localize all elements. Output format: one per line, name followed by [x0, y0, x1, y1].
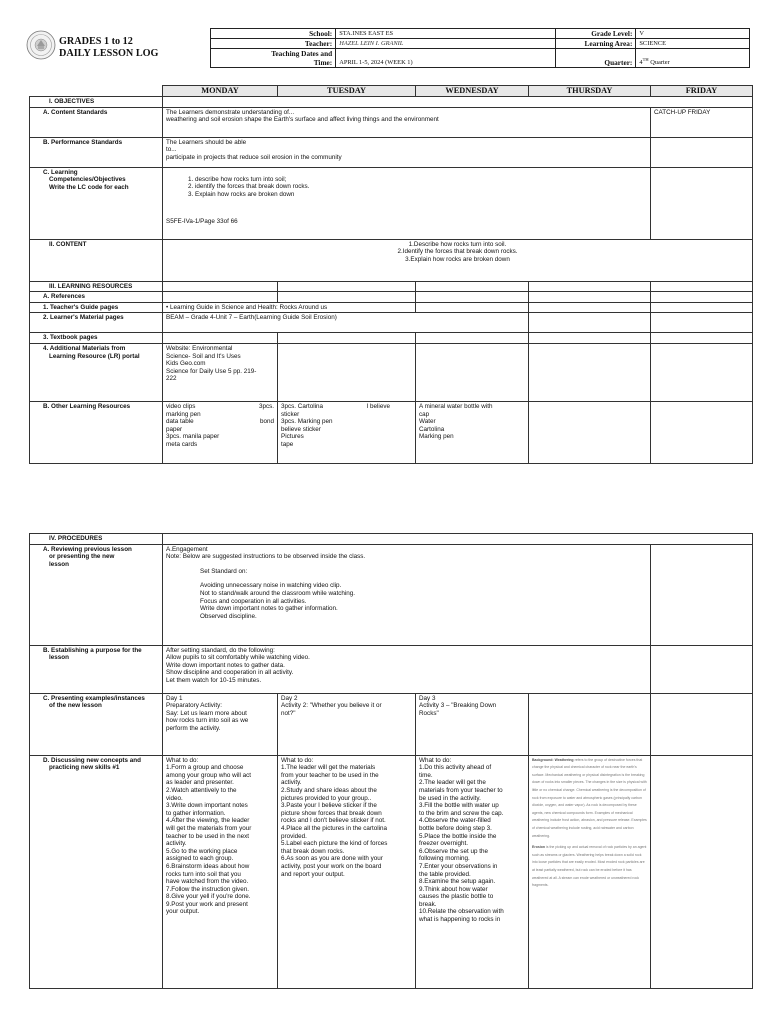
am-line-1: Website: Environmental — [166, 344, 233, 352]
log-header — [26, 28, 750, 74]
content-text — [163, 239, 753, 281]
d-tue-4: activity. — [281, 779, 302, 787]
content-line-2: 2.Identify the forces that break down rocks. — [397, 248, 518, 256]
quarter-number: 4 — [639, 59, 643, 66]
competencies-friday — [651, 167, 753, 239]
competency-code: S5FE-IVa-1/Page 33of 66 — [166, 218, 238, 226]
wed-res-1: A mineral water bottle with — [419, 402, 493, 410]
tue-res-5: Pictures — [281, 433, 304, 441]
d-tue-14: 6.As soon as you are done with your — [281, 855, 383, 863]
d-tue-6: pictures provided to your group.. — [281, 794, 372, 802]
d-mon-18: 7.Follow the instruction given. — [166, 885, 249, 893]
title-line-2: DAILY LESSON LOG — [59, 48, 159, 59]
c-mon-4: how rocks turn into soil as we — [166, 717, 249, 725]
d-tue-5: 2.Study and share ideas about the — [281, 786, 377, 794]
area-value: SCIENCE — [636, 39, 750, 49]
d-mon-3: among your group who will act — [166, 771, 252, 779]
mon-res-1b: 3pcs. — [258, 402, 274, 410]
header-info-table — [210, 28, 750, 68]
presenting-examples-label: C. Presenting examples/instances of the new lesson — [30, 693, 163, 755]
content-standards-text — [163, 107, 651, 137]
discussing-concepts-label: D. Discussing new concepts and practicing new skills #1 — [30, 755, 163, 988]
blank-corner — [30, 86, 163, 97]
purpose-line-2: Allow pupils to sit comfortably while watching video. — [166, 654, 310, 662]
dates-label — [211, 49, 336, 68]
teachers-guide-value: • Learning Guide in Science and Health: Rocks Around us — [163, 302, 416, 313]
learners-material-value: BEAM – Grade 4-Unit 7 – Earth(Learning Guide Soil Erosion) — [163, 313, 529, 333]
d-wed-21: 10.Relate the observation with — [419, 908, 504, 916]
content-standards-line-2: weathering and soil erosion shape the Earth's surface and affect living things and the environment — [166, 116, 439, 124]
tue-res-2: sticker — [281, 410, 300, 418]
d-mon-12: activity. — [166, 840, 187, 848]
d-wed-1: What to do: — [419, 756, 452, 764]
mon-res-1a: video clips — [166, 402, 196, 410]
content-standards-label: A. Content Standards — [30, 107, 163, 137]
standard-5: Observed discipline. — [200, 612, 257, 620]
other-resources-wednesday — [416, 401, 529, 463]
am-line-4: Science for Daily Use 5 pp. 219- — [166, 367, 257, 375]
d-mon-8: to gather information. — [166, 809, 226, 817]
references-label: A. References — [30, 292, 163, 303]
objectives-section-blank — [163, 97, 753, 108]
tue-res-3: 3pcs. Marking pen — [281, 418, 333, 426]
background-paragraph: refers to the group of destructive forces that change the physical and chemical character of rock near the earth's surface. Mechanical weathering or physical disintegration is the breaking down of rocks into smaller pieces. The changes in the size is physical with little or no chemical change. Chemical weathering is the decomposition of rock from exposure to water and atmospheric gases (principally carbon dioxide, oxygen, and water vapor). As rock is decomposed by these agents, new chemical compounds form. Examples of mechanical weathering include frost action, abrasion, and pressure release. Examples of chemical weathering include rusting, acid rainwater and carbon weathering. — [532, 757, 647, 838]
competency-item-1: 1. describe how rocks turn into soil; — [188, 175, 287, 183]
d-tue-16: and report your output. — [281, 870, 345, 878]
set-standard: Set Standard on: — [200, 567, 248, 575]
teacher-value: HAZEL LEIN I. GRANIL — [336, 39, 556, 49]
d-mon-4: as leader and presenter. — [166, 779, 234, 787]
content-line-1: 1.Describe how rocks turn into soil. — [408, 240, 507, 248]
grade-value: V — [636, 29, 750, 39]
competency-item-2: 2. identify the forces that break down rocks. — [188, 183, 310, 191]
day-header-wednesday: WEDNESDAY — [416, 86, 529, 97]
d-mon-14: assigned to each group. — [166, 855, 234, 863]
other-resources-monday — [163, 401, 278, 463]
d-mon-15: 6.Brainstorm ideas about how — [166, 862, 250, 870]
d-wed-16: the table provided. — [419, 870, 471, 878]
other-resources-label: B. Other Learning Resources — [30, 401, 163, 463]
d-mon-11: teacher to be used in the next — [166, 832, 249, 840]
mon-res-5: 3pcs. manila paper — [166, 433, 220, 441]
mon-res-4: paper — [166, 425, 183, 433]
d-wed-5: materials from your teacher to — [419, 786, 503, 794]
d-wed-7: 3.Fill the bottle with water up — [419, 802, 499, 810]
c-mon-3: Say: Let us learn more about — [166, 709, 247, 717]
tue-res-4: believe sticker — [281, 425, 321, 433]
learning-resources-section: III. LEARNING RESOURCES — [30, 281, 163, 292]
d-tue-2: 1.The leader will get the materials — [281, 764, 376, 772]
tue-res-6: tape — [281, 440, 294, 448]
d-mon-7: 3.Write down important notes — [166, 802, 248, 810]
competency-item-3: 3. Explain how rocks are broken down — [188, 190, 295, 198]
content-line-3: 3.Explain how rocks are broken down — [405, 255, 510, 263]
c-tue-2: Activity 2: "Whether you believe it or — [281, 702, 382, 710]
d-mon-6: video. — [166, 794, 183, 802]
teachers-guide-label: 1. Teacher's Guide pages — [30, 302, 163, 313]
background-heading: Background: — [532, 757, 554, 762]
performance-friday — [651, 137, 753, 167]
competencies-label: C. Learning Competencies/Objectives Write the LC code for each — [30, 167, 163, 239]
d-tue-13: that break down rocks. — [281, 847, 345, 855]
c-wed-3: Rocks" — [419, 709, 439, 717]
content-standards-line-1: The Learners demonstrate understanding of... — [166, 108, 295, 116]
dates-label-line-2: Time: — [313, 58, 333, 67]
dates-value: APRIL 1-5, 2024 (WEEK 1) — [336, 49, 556, 68]
school-value: STA.INES EAST ES — [336, 29, 556, 39]
performance-line-3: participate in projects that reduce soil erosion in the community — [166, 153, 342, 161]
dates-label-line-1: Teaching Dates and — [271, 49, 333, 58]
d-tue-7: 3.Paste your I believe sticker if the — [281, 802, 377, 810]
d-wed-15: 7.Enter your observations in — [419, 862, 498, 870]
d-mon-5: 2.Watch attentively to the — [166, 786, 237, 794]
additional-materials-monday — [163, 343, 278, 401]
d-wed-8: to the brim and screw the cap. — [419, 809, 504, 817]
reviewing-lesson-text — [163, 544, 651, 645]
purpose-line-4: Show discipline and cooperation in all activity. — [166, 669, 294, 677]
d-wed-20: break. — [419, 900, 437, 908]
day-header-friday: FRIDAY — [651, 86, 753, 97]
content-label: II. CONTENT — [30, 239, 163, 281]
lesson-plan-table-top — [29, 85, 753, 464]
engagement-note: Note: Below are suggested instructions to be observed inside the class. — [166, 553, 366, 561]
standard-1: Avoiding unnecessary noise in watching video clip. — [200, 582, 342, 590]
additional-materials-label: 4. Additional Materials from Learning Resource (LR) portal — [30, 343, 163, 401]
deped-seal-icon — [26, 30, 56, 60]
purpose-line-5: Let them watch for 10-15 minutes. — [166, 676, 262, 684]
erosion-paragraph: is the picking up and actual removal of rock particles by an agent such as streams or glaciers. Weathering helps break down a solid rock into loose particles that are easily eroded. Most eroded rock particles are at least partially weathered, but rock can be eroded before it has weathered at all. A stream can erode weathered or unweathered rock fragments. — [532, 845, 647, 888]
standard-3: Focus and cooperation in all activities. — [200, 597, 307, 605]
c-mon-2: Preparatory Activity: — [166, 702, 222, 710]
d-wed-4: 2.The leader will get the — [419, 779, 486, 787]
mon-res-3b: bond — [259, 418, 274, 426]
grade-label: Grade Level: — [556, 29, 636, 39]
am-line-3: Kids Geo.com — [166, 360, 206, 368]
d-tue-9: rocks and I don't believe sticker if not. — [281, 817, 386, 825]
d-mon-2: 1.Form a group and choose — [166, 764, 244, 772]
performance-line-1: The Learners should be able — [166, 138, 247, 146]
d-wed-19: causes the plastic bottle to — [419, 893, 494, 901]
erosion-term: Erosion — [532, 845, 546, 850]
presenting-wednesday — [416, 693, 529, 755]
tue-res-1b: I believe — [366, 402, 390, 410]
catch-up-friday: CATCH-UP FRIDAY — [651, 107, 753, 137]
performance-line-2: to... — [166, 146, 177, 154]
d-tue-3: from your teacher to be used in the — [281, 771, 379, 779]
purpose-label: B. Establishing a purpose for the lesson — [30, 645, 163, 693]
d-wed-13: 6.Observe the set up the — [419, 847, 488, 855]
d-tue-15: activity, post your work on the board — [281, 862, 382, 870]
d-mon-16: rocks turn into soil that you — [166, 870, 241, 878]
d-mon-17: have watched from the video. — [166, 878, 249, 886]
am-line-2: Science- Soil and It's Uses — [166, 352, 241, 360]
procedures-section: IV. PROCEDURES — [30, 534, 163, 545]
d-mon-1: What to do: — [166, 756, 199, 764]
d-mon-13: 5.Go to the working place — [166, 847, 238, 855]
d-tue-11: provided. — [281, 832, 307, 840]
d-mon-9: 4.After the viewing, the leader — [166, 817, 250, 825]
day-header-tuesday: TUESDAY — [278, 86, 416, 97]
discussing-tuesday — [278, 755, 416, 988]
quarter-label: Quarter: — [556, 49, 636, 68]
d-wed-10: bottle before doing step 3. — [419, 824, 492, 832]
purpose-line-3: Write down important notes to gather data. — [166, 661, 285, 669]
mon-res-6: meta cards — [166, 440, 198, 448]
teacher-label: Teacher: — [211, 39, 336, 49]
d-mon-21: your output. — [166, 908, 200, 916]
tue-res-1a: 3pcs. Cartolina — [281, 402, 323, 410]
lesson-plan-table-procedures — [29, 533, 753, 989]
d-wed-12: freezer overnight. — [419, 840, 469, 848]
performance-standards-label: B. Performance Standards — [30, 137, 163, 167]
engagement-title: A.Engagement — [166, 545, 208, 553]
discussing-thursday-background — [529, 755, 651, 988]
d-wed-3: time. — [419, 771, 433, 779]
d-wed-9: 4.Observe the water-filled — [419, 817, 491, 825]
d-tue-12: 5.Label each picture the kind of forces — [281, 840, 388, 848]
competencies-text — [163, 167, 651, 239]
c-wed-2: Activity 3 – "Breaking Down — [419, 702, 497, 710]
reviewing-lesson-label: A. Reviewing previous lesson or presenting the new lesson — [30, 544, 163, 645]
other-resources-tuesday — [278, 401, 416, 463]
purpose-line-1: After setting standard, do the following: — [166, 646, 275, 654]
discussing-monday — [163, 755, 278, 988]
mon-res-3a: data table — [166, 418, 194, 426]
d-wed-11: 5.Place the bottle inside the — [419, 832, 497, 840]
quarter-word: Quarter — [650, 59, 670, 66]
purpose-text — [163, 645, 651, 693]
d-wed-14: following morning. — [419, 855, 470, 863]
school-label: School: — [211, 29, 336, 39]
wed-res-4: Cartolina — [419, 425, 445, 433]
standard-4: Write down important notes to gather information. — [200, 605, 338, 613]
d-wed-18: 9.Think about how water — [419, 885, 488, 893]
presenting-monday — [163, 693, 278, 755]
c-mon-5: perform the activity. — [166, 724, 221, 732]
textbook-pages-label: 3. Textbook pages — [30, 333, 163, 344]
discussing-wednesday — [416, 755, 529, 988]
title-line-1: GRADES 1 to 12 — [59, 36, 133, 47]
competencies-list — [166, 176, 647, 199]
quarter-value — [636, 49, 750, 68]
log-title — [59, 36, 158, 60]
c-wed-1: Day 3 — [419, 694, 436, 702]
d-mon-20: 9.Post your work and present — [166, 900, 248, 908]
d-tue-1: What to do: — [281, 756, 314, 764]
performance-standards-text — [163, 137, 651, 167]
am-line-5: 222 — [166, 375, 177, 383]
d-wed-6: be used in the activity. — [419, 794, 481, 802]
standard-2: Not to stand/walk around the classroom while watching. — [200, 589, 356, 597]
presenting-tuesday — [278, 693, 416, 755]
wed-res-2: cap — [419, 410, 430, 418]
c-tue-3: not?" — [281, 709, 296, 717]
d-wed-2: 1.Do this activity ahead of — [419, 764, 492, 772]
d-wed-17: 8.Examine the setup again. — [419, 878, 496, 886]
c-mon-1: Day 1 — [166, 694, 183, 702]
objectives-section: I. OBJECTIVES — [30, 97, 163, 108]
weathering-term: Weathering — [554, 757, 574, 762]
c-tue-1: Day 2 — [281, 694, 298, 702]
wed-res-5: Marking pen — [419, 433, 454, 441]
day-header-monday: MONDAY — [163, 86, 278, 97]
d-wed-22: what is happening to rocks in — [419, 916, 501, 924]
day-header-thursday: THURSDAY — [529, 86, 651, 97]
learners-material-label: 2. Learner's Material pages — [30, 313, 163, 333]
area-label: Learning Area: — [556, 39, 636, 49]
wed-res-3: Water — [419, 418, 436, 426]
quarter-suffix: TH — [642, 56, 649, 62]
d-tue-10: 4.Place all the pictures in the cartolina — [281, 824, 388, 832]
d-mon-10: will get the materials from your — [166, 824, 252, 832]
d-tue-8: picture show forces that break down — [281, 809, 382, 817]
mon-res-2: marking pen — [166, 410, 201, 418]
d-mon-19: 8.Give your yell if you're done. — [166, 893, 251, 901]
